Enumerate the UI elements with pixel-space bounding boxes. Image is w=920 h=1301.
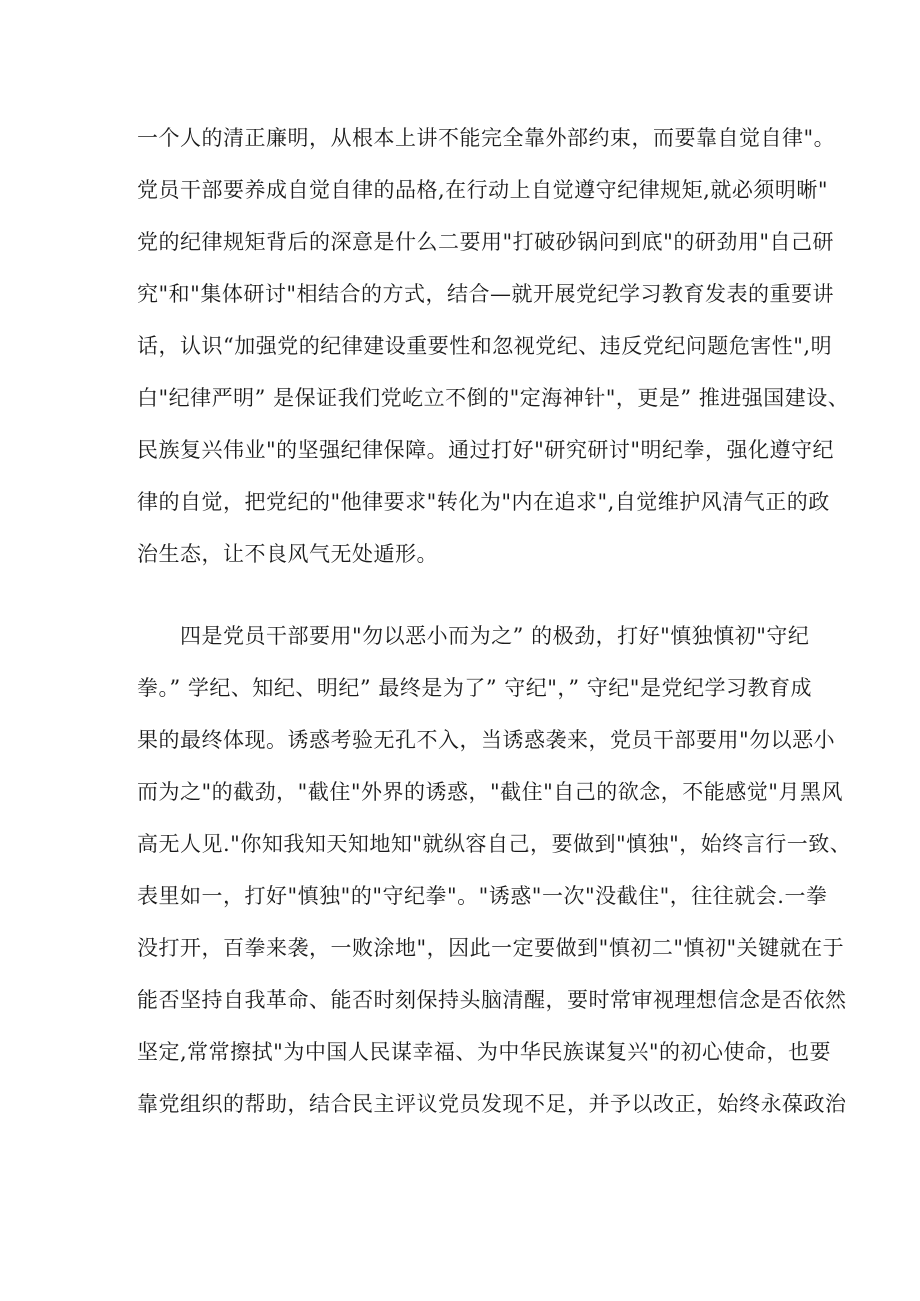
text-line: 民族复兴伟业"的坚强纪律保障。通过打好"研究研讨"明纪拳，强化遵守纪	[137, 438, 834, 462]
text-line: 果的最终体现。诱惑考验无孔不入，当诱惑袭来，党员干部要用"勿以恶小	[137, 728, 836, 752]
text-line: 高无人见."你知我知天知地知"就纵容自己，要做到"慎独"，始终言行一致、	[137, 832, 852, 856]
text-line: 表里如一，打好"慎独"的"守纪拳"。"诱惑"一次"没截住"，往往就会.一拳	[137, 884, 828, 908]
text-line: 话，认识“加强党的纪律建设重要性和忽视党纪、违反党纪问题危害性",明	[137, 334, 833, 358]
text-line: 律的自觉，把党纪的"他律要求"转化为"内在追求",自觉维护风清气正的政	[137, 490, 830, 514]
text-line: 党的纪律规矩背后的深意是什么二要用"打破砂锅问到底"的研劲用"自己研	[137, 230, 834, 254]
text-line: 治生态，让不良风气无处遁形。	[137, 542, 438, 566]
text-line: 没打开，百拳来袭，一败涂地"，因此一定要做到"慎初二"慎初"关键就在于	[137, 936, 845, 960]
text-line: 一个人的清正廉明，从根本上讲不能完全靠外部约束，而要靠自觉自律"。	[137, 126, 836, 150]
text-line: 能否坚持自我革命、能否时刻保持头脑清醒，要时常审视理想信念是否依然	[137, 988, 847, 1012]
text-line: 白"纪律严明” 是保证我们党屹立不倒的"定海神针"，更是” 推进强国建设、	[137, 386, 850, 410]
text-line: 拳。” 学纪、知纪、明纪” 最终是为了” 守纪"，” 守纪"是党纪学习教育成	[137, 676, 812, 700]
text-line: 靠党组织的帮助，结合民主评议党员发现不足，并予以改正，始终永葆政治	[137, 1092, 847, 1116]
text-line: 坚定,常常擦拭"为中国人民谋幸福、为中华民族谋复兴"的初心使命，也要	[137, 1040, 831, 1064]
text-line: 党员干部要养成自觉自律的品格,在行动上自觉遵守纪律规矩,就必须明晰"	[137, 178, 829, 202]
text-line: 而为之"的截劲，"截住"外界的诱惑，"截住"自己的欲念，不能感觉"月黑风	[137, 780, 843, 804]
text-line: 四是党员干部要用"勿以恶小而为之” 的极劲，打好"慎独慎初"守纪	[180, 624, 810, 648]
text-line: 究"和"集体研讨"相结合的方式，结合—就开展党纪学习教育发表的重要讲	[137, 282, 834, 306]
